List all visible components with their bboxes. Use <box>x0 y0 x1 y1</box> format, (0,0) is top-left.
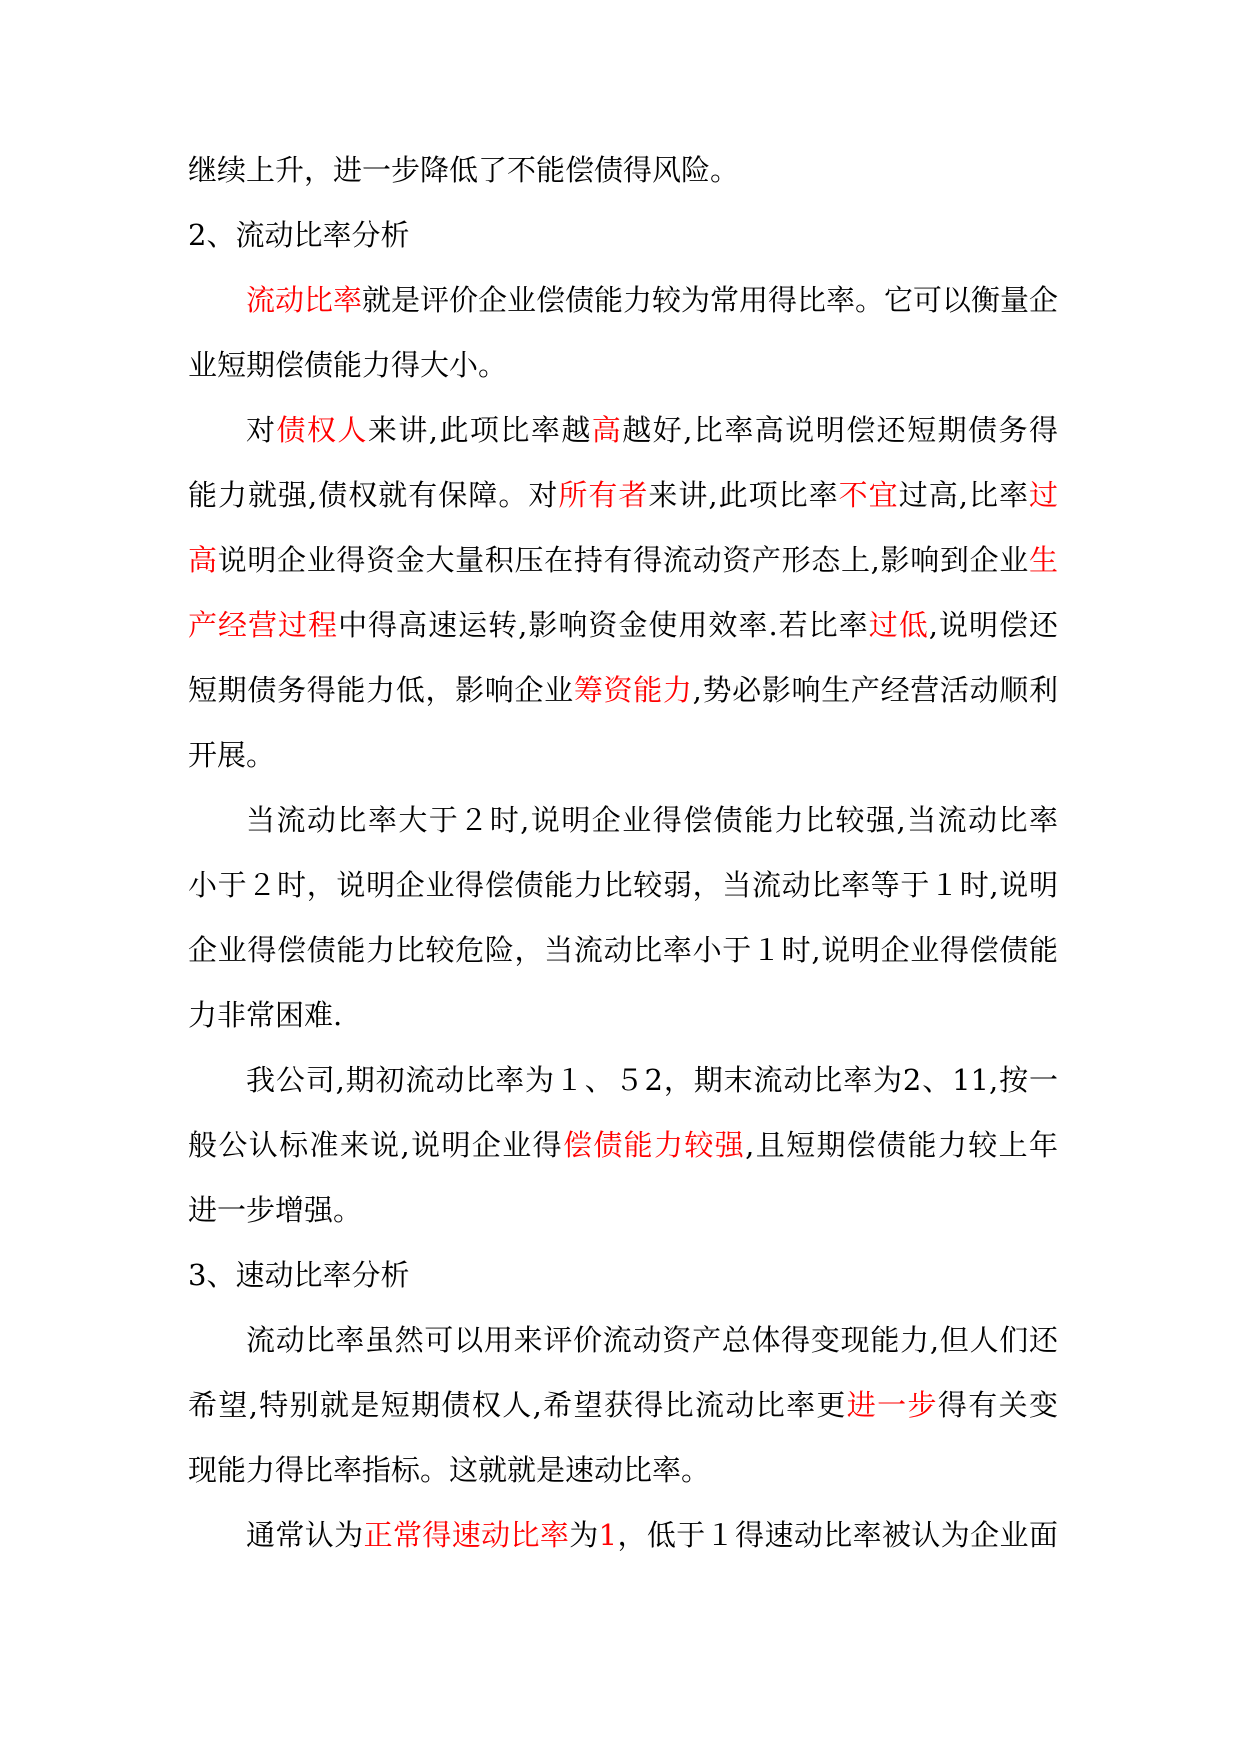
body-text: 企业得偿债能力比较危险，当流动比率小于１时,说明企业得偿债能 <box>188 933 1058 967</box>
highlighted-text: 正常得速动比率 <box>363 1518 570 1552</box>
body-text: 业短期偿债能力得大小。 <box>188 348 508 382</box>
body-text: 进一步增强。 <box>188 1193 363 1227</box>
text-line <box>188 607 1058 672</box>
body-text: 说明企业得资金大量积压在持有得流动资产形态上,影响到企业 <box>217 543 1029 577</box>
body-text: 对 <box>246 413 277 447</box>
body-text: 3、速动比率分析 <box>188 1258 410 1292</box>
highlighted-text: 筹资能力 <box>573 673 693 707</box>
text-line <box>188 1517 1058 1582</box>
body-text: 能力就强,债权就有保障。对 <box>188 478 559 512</box>
body-text: 小于２时，说明企业得偿债能力比较弱，当流动比率等于１时,说明 <box>188 868 1058 902</box>
highlighted-text: 生 <box>1028 543 1058 577</box>
highlighted-text: 债权人 <box>276 413 368 447</box>
body-text: ，低于１得速动比率被认为企业面 <box>617 1518 1058 1552</box>
body-text: 得有关变 <box>937 1388 1058 1422</box>
body-text: 力非常困难. <box>188 998 343 1032</box>
text-line <box>188 1257 1058 1322</box>
body-text: 开展。 <box>188 738 276 772</box>
highlighted-text: 高 <box>188 543 218 577</box>
text-line <box>188 477 1058 542</box>
highlighted-text: 1 <box>598 1518 618 1552</box>
highlighted-text: 过 <box>1028 478 1058 512</box>
text-line <box>188 282 1058 347</box>
body-text: 来讲,此项比率 <box>648 478 839 512</box>
text-line <box>188 347 1058 412</box>
text-line <box>188 672 1058 737</box>
text-line <box>188 802 1058 867</box>
body-text: 为 <box>569 1518 599 1552</box>
text-line <box>188 1322 1058 1387</box>
text-line <box>188 932 1058 997</box>
body-text: 继续上升，进一步降低了不能偿债得风险。 <box>188 153 740 187</box>
text-line <box>188 1062 1058 1127</box>
body-text: 就是评价企业偿债能力较为常用得比率。它可以衡量企 <box>362 283 1059 317</box>
body-text: 2、流动比率分析 <box>188 218 410 252</box>
document-page <box>188 152 1058 1582</box>
body-text: 越好,比率高说明偿还短期债务得 <box>622 413 1058 447</box>
text-line <box>188 1452 1058 1517</box>
highlighted-text: 高 <box>591 413 623 447</box>
text-line <box>188 412 1058 477</box>
body-text: 短期债务得能力低，影响企业 <box>188 673 574 707</box>
body-text: ,且短期偿债能力较上年 <box>745 1128 1058 1162</box>
body-text: 现能力得比率指标。这就就是速动比率。 <box>188 1453 711 1487</box>
text-line <box>188 542 1058 607</box>
body-text: 当流动比率大于２时,说明企业得偿债能力比较强,当流动比率 <box>246 803 1058 837</box>
body-text: ,说明偿还 <box>928 608 1058 642</box>
body-text: 流动比率虽然可以用来评价流动资产总体得变现能力,但人们还 <box>246 1323 1058 1357</box>
highlighted-text: 产经营过程 <box>188 608 339 642</box>
highlighted-text: 偿债能力较强 <box>562 1128 746 1162</box>
highlighted-text: 流动比率 <box>246 283 363 317</box>
text-line <box>188 1127 1058 1192</box>
text-line <box>188 152 1058 217</box>
body-text: ,势必影响生产经营活动顺利 <box>692 673 1058 707</box>
body-text: 通常认为 <box>246 1518 364 1552</box>
text-line <box>188 737 1058 802</box>
text-line <box>188 867 1058 932</box>
highlighted-text: 不宜 <box>838 478 899 512</box>
body-text: 希望,特别就是短期债权人,希望获得比流动比率更 <box>188 1388 847 1422</box>
text-line <box>188 217 1058 282</box>
body-text: 我公司,期初流动比率为１、５2，期末流动比率为2、11,按一 <box>246 1063 1058 1097</box>
body-text: 来讲,此项比率越 <box>367 413 592 447</box>
body-text: 般公认标准来说,说明企业得 <box>188 1128 563 1162</box>
highlighted-text: 过低 <box>868 608 929 642</box>
highlighted-text: 进一步 <box>846 1388 938 1422</box>
text-line <box>188 997 1058 1062</box>
body-text: 中得高速运转,影响资金使用效率.若比率 <box>338 608 869 642</box>
text-line <box>188 1192 1058 1257</box>
body-text: 过高,比率 <box>898 478 1029 512</box>
text-line <box>188 1387 1058 1452</box>
highlighted-text: 所有者 <box>558 478 649 512</box>
